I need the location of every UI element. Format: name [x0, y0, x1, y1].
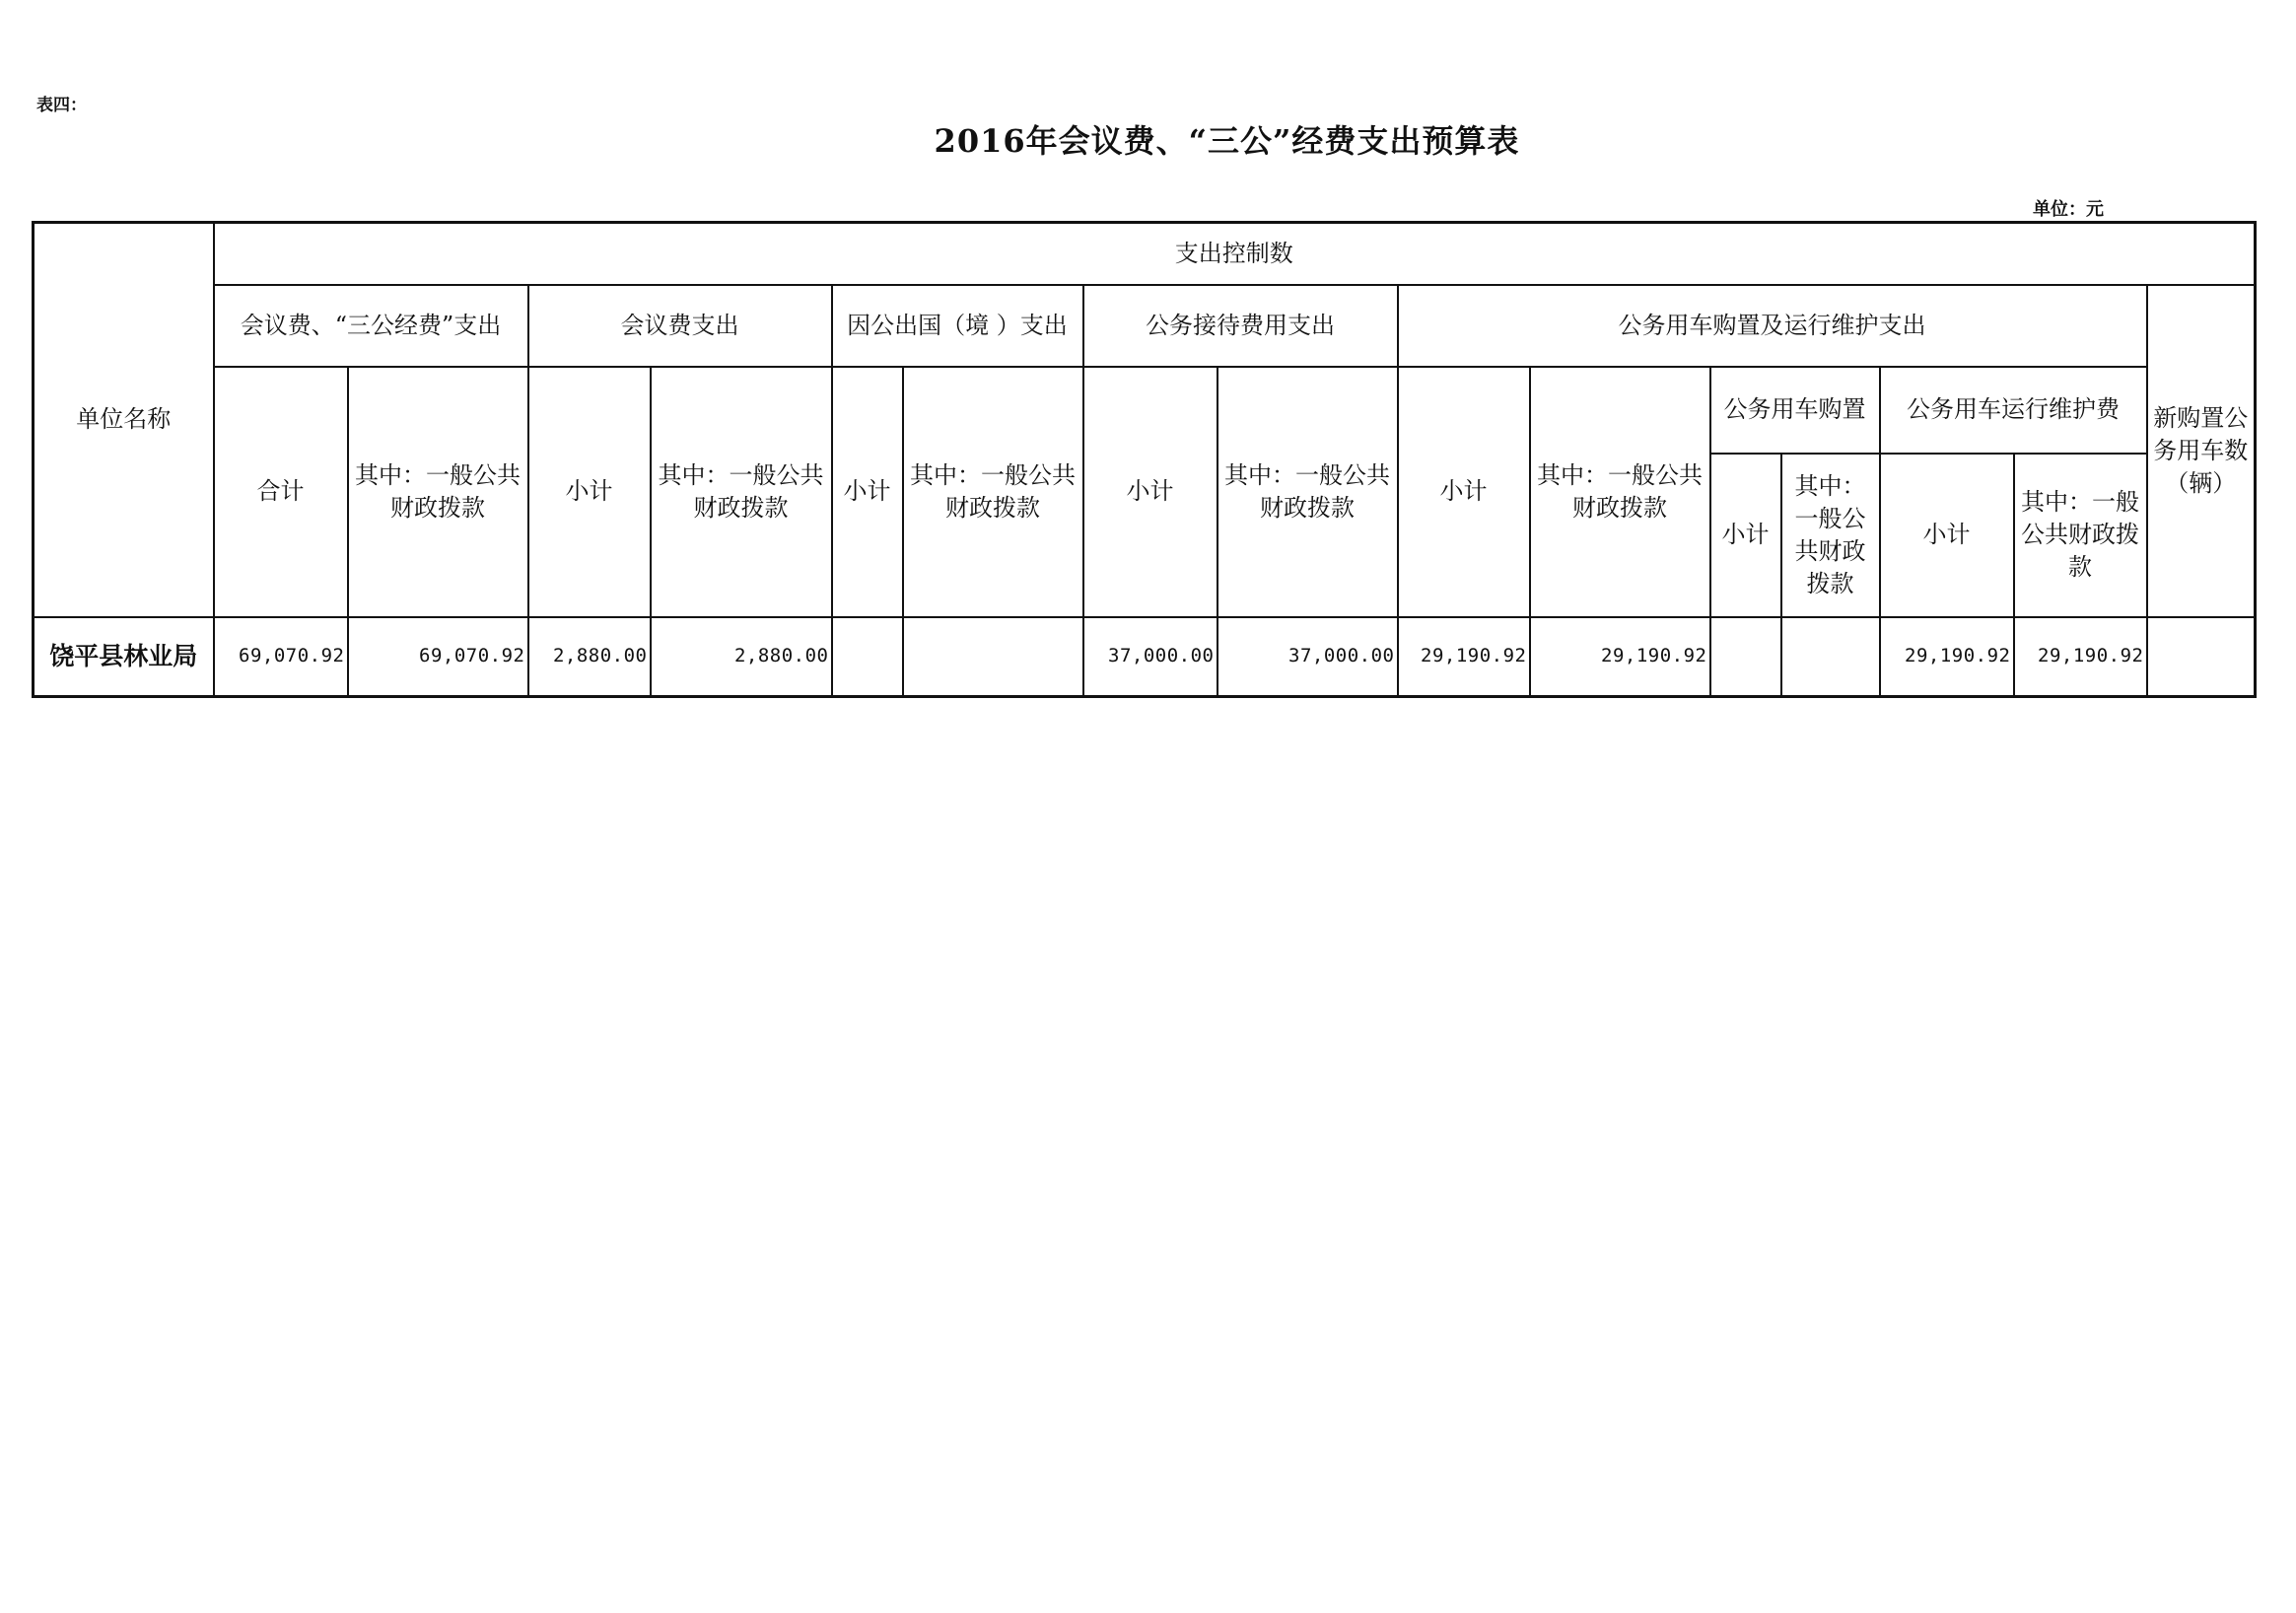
header-abroad-subtotal: 小计 [832, 367, 903, 617]
header-group-meeting: 会议费支出 [528, 285, 832, 367]
table-number-label: 表四： [36, 96, 87, 115]
budget-table [32, 221, 2257, 698]
cell-total-sum: 69,070.92 [214, 617, 348, 697]
header-expenditure-control: 支出控制数 [214, 223, 2256, 285]
cell-vehicle-subtotal: 29,190.92 [1398, 617, 1530, 697]
header-meeting-general-fund: 其中：一般公共财政拨款 [651, 367, 832, 617]
cell-meeting-general-fund: 2,880.00 [651, 617, 832, 697]
cell-abroad-general-fund [903, 617, 1083, 697]
header-vehicle-general-fund: 其中：一般公共财政拨款 [1530, 367, 1710, 617]
header-purchase-subtotal: 小计 [1710, 454, 1781, 617]
header-maintenance-subtotal: 小计 [1880, 454, 2014, 617]
header-group-abroad: 因公出国（境 ）支出 [832, 285, 1083, 367]
header-group-total: 会议费、“三公经费”支出 [214, 285, 528, 367]
page-title [0, 116, 2296, 162]
cell-purchase-subtotal [1710, 617, 1781, 697]
cell-purchase-general-fund [1781, 617, 1880, 697]
header-vehicle-subtotal: 小计 [1398, 367, 1530, 617]
header-vehicle-maintenance: 公务用车运行维护费 [1880, 367, 2147, 454]
header-vehicle-purchase: 公务用车购置 [1710, 367, 1880, 454]
cell-maintenance-subtotal: 29,190.92 [1880, 617, 2014, 697]
header-reception-subtotal: 小计 [1083, 367, 1218, 617]
header-group-vehicle: 公务用车购置及运行维护支出 [1398, 285, 2147, 367]
cell-unit-name: 饶平县林业局 [34, 617, 214, 697]
header-maintenance-general-fund: 其中：一般公共财政拨款 [2014, 454, 2147, 617]
header-total-sum: 合计 [214, 367, 348, 617]
cell-maintenance-general-fund: 29,190.92 [2014, 617, 2147, 697]
cell-vehicle-general-fund: 29,190.92 [1530, 617, 1710, 697]
header-purchase-general-fund: 其中：一般公共财政拨款 [1781, 454, 1880, 617]
table-row [34, 617, 2256, 697]
page-title-text: 2016年会议费、“三公”经费支出预算表 [934, 122, 1520, 160]
cell-reception-general-fund: 37,000.00 [1218, 617, 1398, 697]
header-new-vehicles: 新购置公务用车数（辆） [2147, 285, 2256, 617]
header-abroad-general-fund: 其中：一般公共财政拨款 [903, 367, 1083, 617]
header-total-general-fund: 其中：一般公共财政拨款 [348, 367, 528, 617]
header-unit-name: 单位名称 [34, 223, 214, 617]
cell-meeting-subtotal: 2,880.00 [528, 617, 651, 697]
currency-unit-label: 单位：元 [2033, 199, 2104, 220]
header-meeting-subtotal: 小计 [528, 367, 651, 617]
cell-abroad-subtotal [832, 617, 903, 697]
cell-reception-subtotal: 37,000.00 [1083, 617, 1218, 697]
header-group-reception: 公务接待费用支出 [1083, 285, 1398, 367]
cell-new-vehicles [2147, 617, 2256, 697]
header-reception-general-fund: 其中：一般公共财政拨款 [1218, 367, 1398, 617]
cell-total-general-fund: 69,070.92 [348, 617, 528, 697]
